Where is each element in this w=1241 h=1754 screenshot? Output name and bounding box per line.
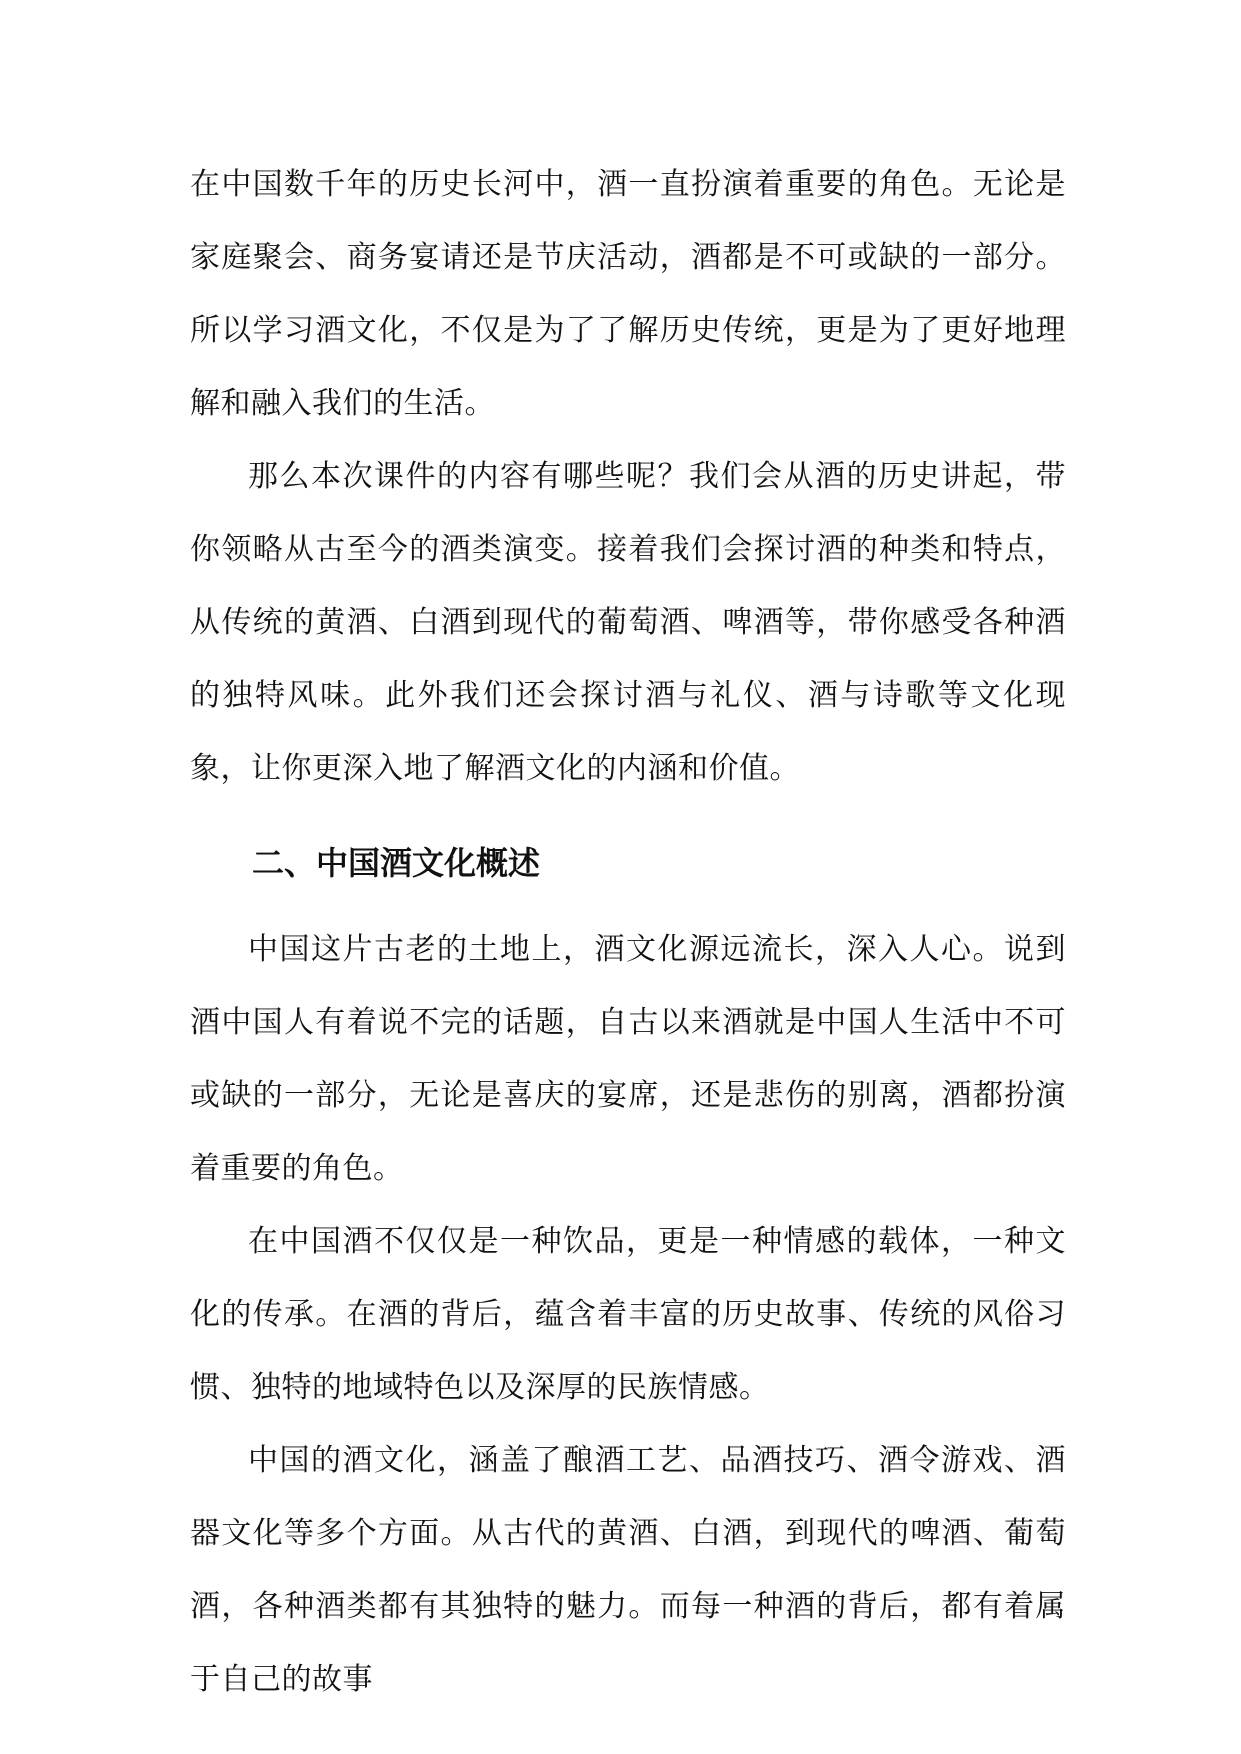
- section-paragraph-2: 在中国酒不仅仅是一种饮品，更是一种情感的载体，一种文化的传承。在酒的背后，蕴含着丰富的历史故事、传统的风俗习惯、独特的地域特色以及深厚的民族情感。: [190, 1224, 1066, 1405]
- intro-paragraph-1: 在中国数千年的历史长河中，酒一直扮演着重要的角色。无论是家庭聚会、商务宴请还是节庆活动，酒都是不可或缺的一部分。所以学习酒文化，不仅是为了了解历史传统，更是为了更好地理解和融入我们的生活。: [190, 167, 1066, 421]
- section-paragraph-1: 中国这片古老的土地上，酒文化源远流长，深入人心。说到酒中国人有着说不完的话题，自古以来酒就是中国人生活中不可或缺的一部分，无论是喜庆的宴席，还是悲伤的别离，酒都扮演着重要的角色。: [190, 932, 1066, 1186]
- section-paragraph-3: 中国的酒文化，涵盖了酿酒工艺、品酒技巧、酒令游戏、酒器文化等多个方面。从古代的黄酒、白酒，到现代的啤酒、葡萄酒，各种酒类都有其独特的魅力。而每一种酒的背后，都有着属于自己的故事: [190, 1443, 1066, 1697]
- document-page: [190, 148, 1066, 1716]
- intro-paragraph-2: 那么本次课件的内容有哪些呢？我们会从酒的历史讲起，带你领略从古至今的酒类演变。接着我们会探讨酒的种类和特点，从传统的黄酒、白酒到现代的葡萄酒、啤酒等，带你感受各种酒的独特风味。此外我们还会探讨酒与礼仪、酒与诗歌等文化现象，让你更深入地了解酒文化的内涵和价值。: [190, 459, 1066, 786]
- section-heading: 二、中国酒文化概述: [252, 844, 541, 882]
